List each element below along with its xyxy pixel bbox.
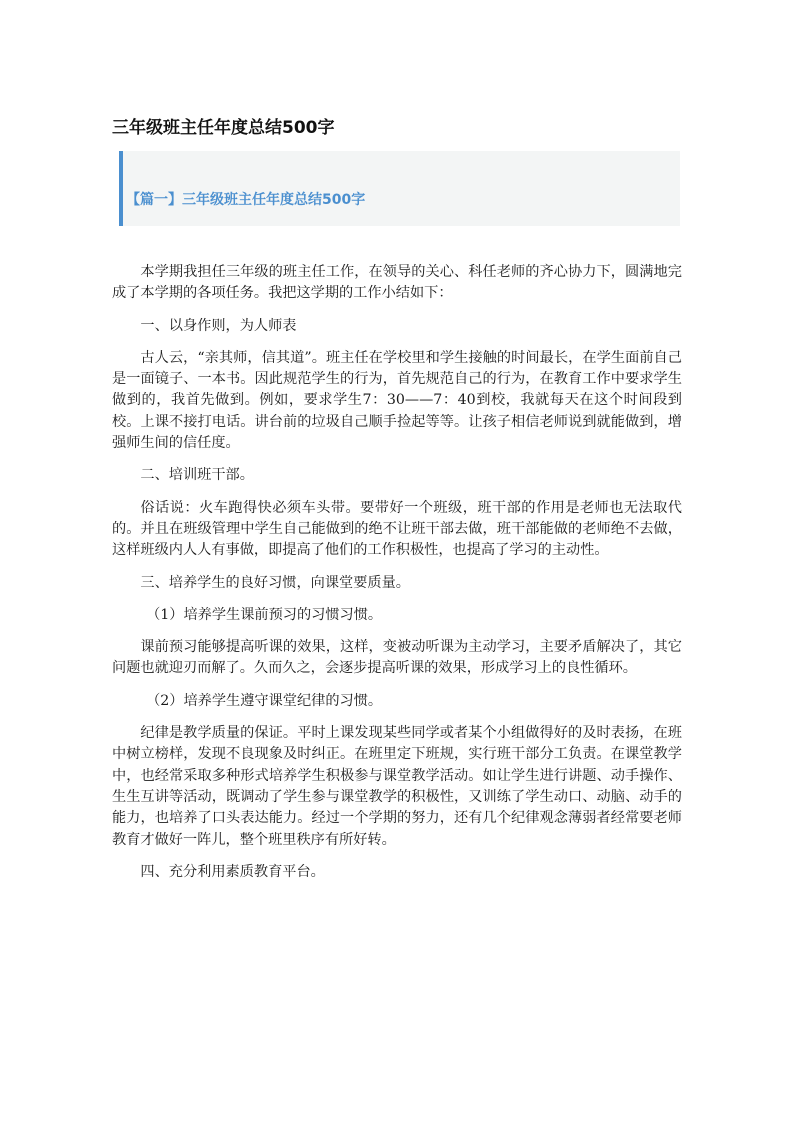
- body-paragraph: 古人云，“亲其师，信其道”。班主任在学校里和学生接触的时间最长，在学生面前自己是一面镜子、一本书。因此规范学生的行为，首先规范自己的行为，在教育工作中要求学生做到的，我首先做到。例如，要求学生7：30——7：40到校，我就每天在这个时间段到校。上课不接打电话。讲台前的垃圾自己顺手捡起等等。让孩子相信老师说到就能做到，增强师生间的信任度。: [112, 349, 682, 452]
- section-heading-3: 三、培养学生的良好习惯，向课堂要质量。: [140, 574, 410, 591]
- section-callout: [119, 151, 680, 226]
- section-heading-1: 一、以身作则，为人师表: [140, 317, 297, 334]
- section-heading-2: 二、培训班干部。: [140, 467, 254, 484]
- document-title: 三年级班主任年度总结500字: [112, 118, 335, 138]
- body-paragraph: 课前预习能够提高听课的效果，这样，变被动听课为主动学习，主要矛盾解决了，其它问题也就迎刃而解了。久而久之，会逐步提高听课的效果，形成学习上的良性循环。: [112, 639, 682, 677]
- body-paragraph: 纪律是教学质量的保证。平时上课发现某些同学或者某个小组做得好的及时表扬，在班中树立榜样，发现不良现象及时纠正。在班里定下班规，实行班干部分工负责。在课堂教学中，也经常采取多种形式培养学生积极参与课堂教学活动。如让学生进行讲题、动手操作、生生互讲等活动，既调动了学生参与课堂教学的积极性，又训练了学生动口、动脑、动手的能力，也培养了口头表达能力。经过一个学期的努力，还有几个纪律观念薄弱者经常要老师教育才做好一阵儿，整个班里秩序有所好转。: [112, 725, 682, 848]
- section-title: 【篇一】三年级班主任年度总结500字: [126, 192, 366, 208]
- body-paragraph: 俗话说：火车跑得快必须车头带。要带好一个班级，班干部的作用是老师也无法取代的。并且在班级管理中学生自己能做到的绝不让班干部去做，班干部能做的老师绝不去做，这样班级内人人有事做，即提高了他们的工作积极性，也提高了学习的主动性。: [112, 499, 682, 559]
- section-heading-4: 四、充分利用素质教育平台。: [140, 863, 325, 880]
- intro-paragraph: 本学期我担任三年级的班主任工作，在领导的关心、科任老师的齐心协力下，圆满地完成了本学期的各项任务。我把这学期的工作小结如下：: [112, 264, 682, 302]
- subsection-heading-2: （2）培养学生遵守课堂纪律的习惯。: [146, 692, 383, 709]
- document-body: [112, 262, 682, 894]
- subsection-heading-1: （1）培养学生课前预习的习惯习惯。: [146, 606, 383, 623]
